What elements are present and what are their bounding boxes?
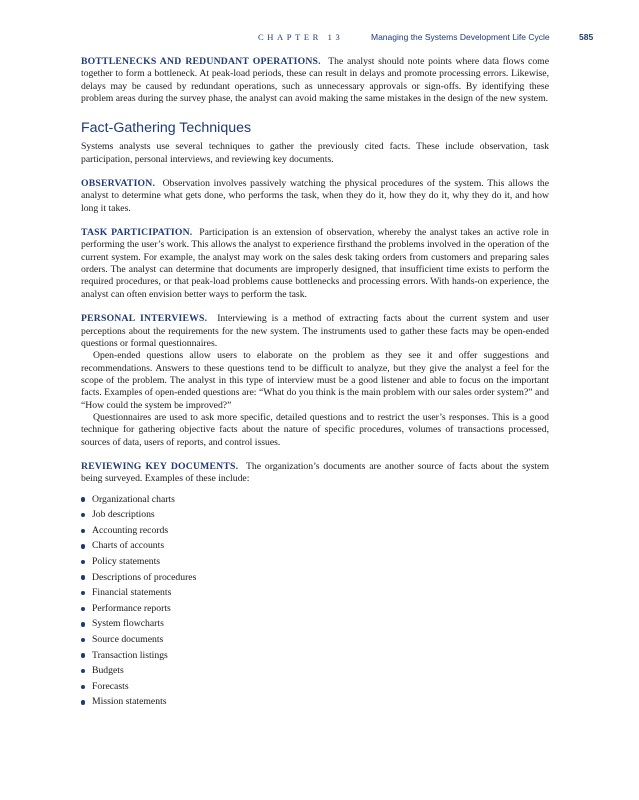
bullet-icon xyxy=(81,513,85,517)
list-item xyxy=(81,554,549,570)
section-title: Fact-Gathering Techniques xyxy=(81,120,252,137)
task-participation-text: Participation is an extension of observation, whereby the analyst takes an active role in performing the user’s work. This allows the analyst to experience firsthand the problems involved in the operation of the current system. For example, the analyst may work on the sales desk taking orders from customers and preparing sales orders. The analyst can determine that documents are improperly designed, that insufficient time exists to perform the required procedures, or that peak-load problems cause bottlenecks and processing errors. With hands-on experience, the analyst can often envision better ways to perform the task. xyxy=(81,227,550,300)
observation-paragraph xyxy=(81,178,549,215)
bottlenecks-heading: BOTTLENECKS AND REDUNDANT OPERATIONS. xyxy=(81,56,321,67)
bullet-icon xyxy=(81,653,85,657)
running-header xyxy=(0,32,639,46)
observation-heading: OBSERVATION. xyxy=(81,178,156,190)
page-body xyxy=(81,56,549,710)
list-item xyxy=(81,538,549,554)
bullet-icon xyxy=(81,685,85,689)
bullet-icon xyxy=(81,607,85,611)
list-item-text: Accounting records xyxy=(92,524,169,536)
reviewing-documents-heading: REVIEWING KEY DOCUMENTS. xyxy=(81,460,239,472)
list-item-text: Source documents xyxy=(92,633,164,645)
list-item-text: Organizational charts xyxy=(92,493,175,505)
bullet-icon xyxy=(81,622,85,626)
list-item xyxy=(81,632,549,648)
list-item xyxy=(81,601,549,617)
reviewing-documents-paragraph xyxy=(81,461,549,486)
chapter-title: Managing the Systems Development Life Cycle xyxy=(371,32,550,42)
observation-text: Observation involves passively watching the physical procedures of the system. This allows the analyst to determine what gets done, who performs the task, when they do it, how they do it, why they do it, and how long it takes. xyxy=(81,178,549,214)
chapter-label: CHAPTER 13 xyxy=(258,32,344,42)
bottlenecks-paragraph xyxy=(81,56,549,105)
open-ended-paragraph: Open-ended questions allow users to elaborate on the problem as they see it and offer suggestions and recommendations. Answers to these questions tend to be difficult to analyze, but they give the analyst a feel for the scope of the problem. The analyst in this type of interview must be a good listener and able to focus on the important facts. Examples of open-ended questions are: “What do you think is the main problem with our sales order system?” and “How could the system be improved?” xyxy=(81,350,549,411)
list-item xyxy=(81,570,549,586)
list-item xyxy=(81,616,549,632)
list-item xyxy=(81,648,549,664)
list-item-text: System flowcharts xyxy=(92,618,164,630)
list-item-text: Job descriptions xyxy=(92,509,155,521)
bullet-icon xyxy=(81,560,85,564)
list-item-text: Transaction listings xyxy=(92,649,168,661)
list-item-text: Descriptions of procedures xyxy=(92,571,197,583)
personal-interviews-paragraph xyxy=(81,313,549,350)
bullet-icon xyxy=(81,669,85,673)
list-item-text: Charts of accounts xyxy=(92,540,165,552)
list-item xyxy=(81,679,549,695)
list-item xyxy=(81,492,549,508)
list-item xyxy=(81,585,549,601)
list-item-text: Forecasts xyxy=(92,680,129,692)
page-number: 585 xyxy=(579,32,594,42)
bullet-icon xyxy=(81,544,85,548)
list-item xyxy=(81,663,549,679)
bottlenecks-text: The analyst should note points where data flows come together to form a bottleneck. At peak-load periods, these can result in delays and promote processing errors. Likewise, delays may be caused by redundant operations, such as unnecessary approvals or sign-offs. By identifying these problem areas during the survey phase, the analyst can avoid making the same mistakes in the design of the new system. xyxy=(81,56,549,105)
list-item xyxy=(81,523,549,539)
list-item-text: Policy statements xyxy=(92,556,161,567)
document-list xyxy=(81,492,549,710)
questionnaires-paragraph: Questionnaires are used to ask more specific, detailed questions and to restrict the user’s responses. This is a good technique for gathering objective facts about the nature of specific procedures, volumes of transactions processed, sources of data, users of reports, and control issues. xyxy=(81,411,549,448)
personal-interviews-text: Interviewing is a method of extracting facts about the current system and user perceptions about the requirements for the new system. The instruments used to gather these facts may be open-ended questions or formal questionnaires. xyxy=(81,313,549,349)
bullet-icon xyxy=(81,638,85,642)
bullet-icon xyxy=(81,575,85,579)
list-item xyxy=(81,507,549,523)
bullet-icon xyxy=(81,700,85,704)
task-participation-paragraph xyxy=(81,227,549,301)
fact-gathering-intro: Systems analysts use several techniques to gather the previously cited facts. These include observation, task participation, personal interviews, and reviewing key documents. xyxy=(81,141,549,165)
list-item-text: Performance reports xyxy=(92,602,171,614)
list-item-text: Mission statements xyxy=(92,696,167,708)
task-participation-heading: TASK PARTICIPATION. xyxy=(81,227,193,239)
bullet-icon xyxy=(81,497,85,501)
personal-interviews-heading: PERSONAL INTERVIEWS. xyxy=(81,313,208,325)
list-item-text: Financial statements xyxy=(92,587,172,599)
list-item-text: Budgets xyxy=(92,665,124,677)
list-item xyxy=(81,694,549,710)
bullet-icon xyxy=(81,529,85,533)
reviewing-documents-text: The organization’s documents are another source of facts about the system being surveyed. Examples of these include: xyxy=(81,460,549,485)
bullet-icon xyxy=(81,591,85,595)
